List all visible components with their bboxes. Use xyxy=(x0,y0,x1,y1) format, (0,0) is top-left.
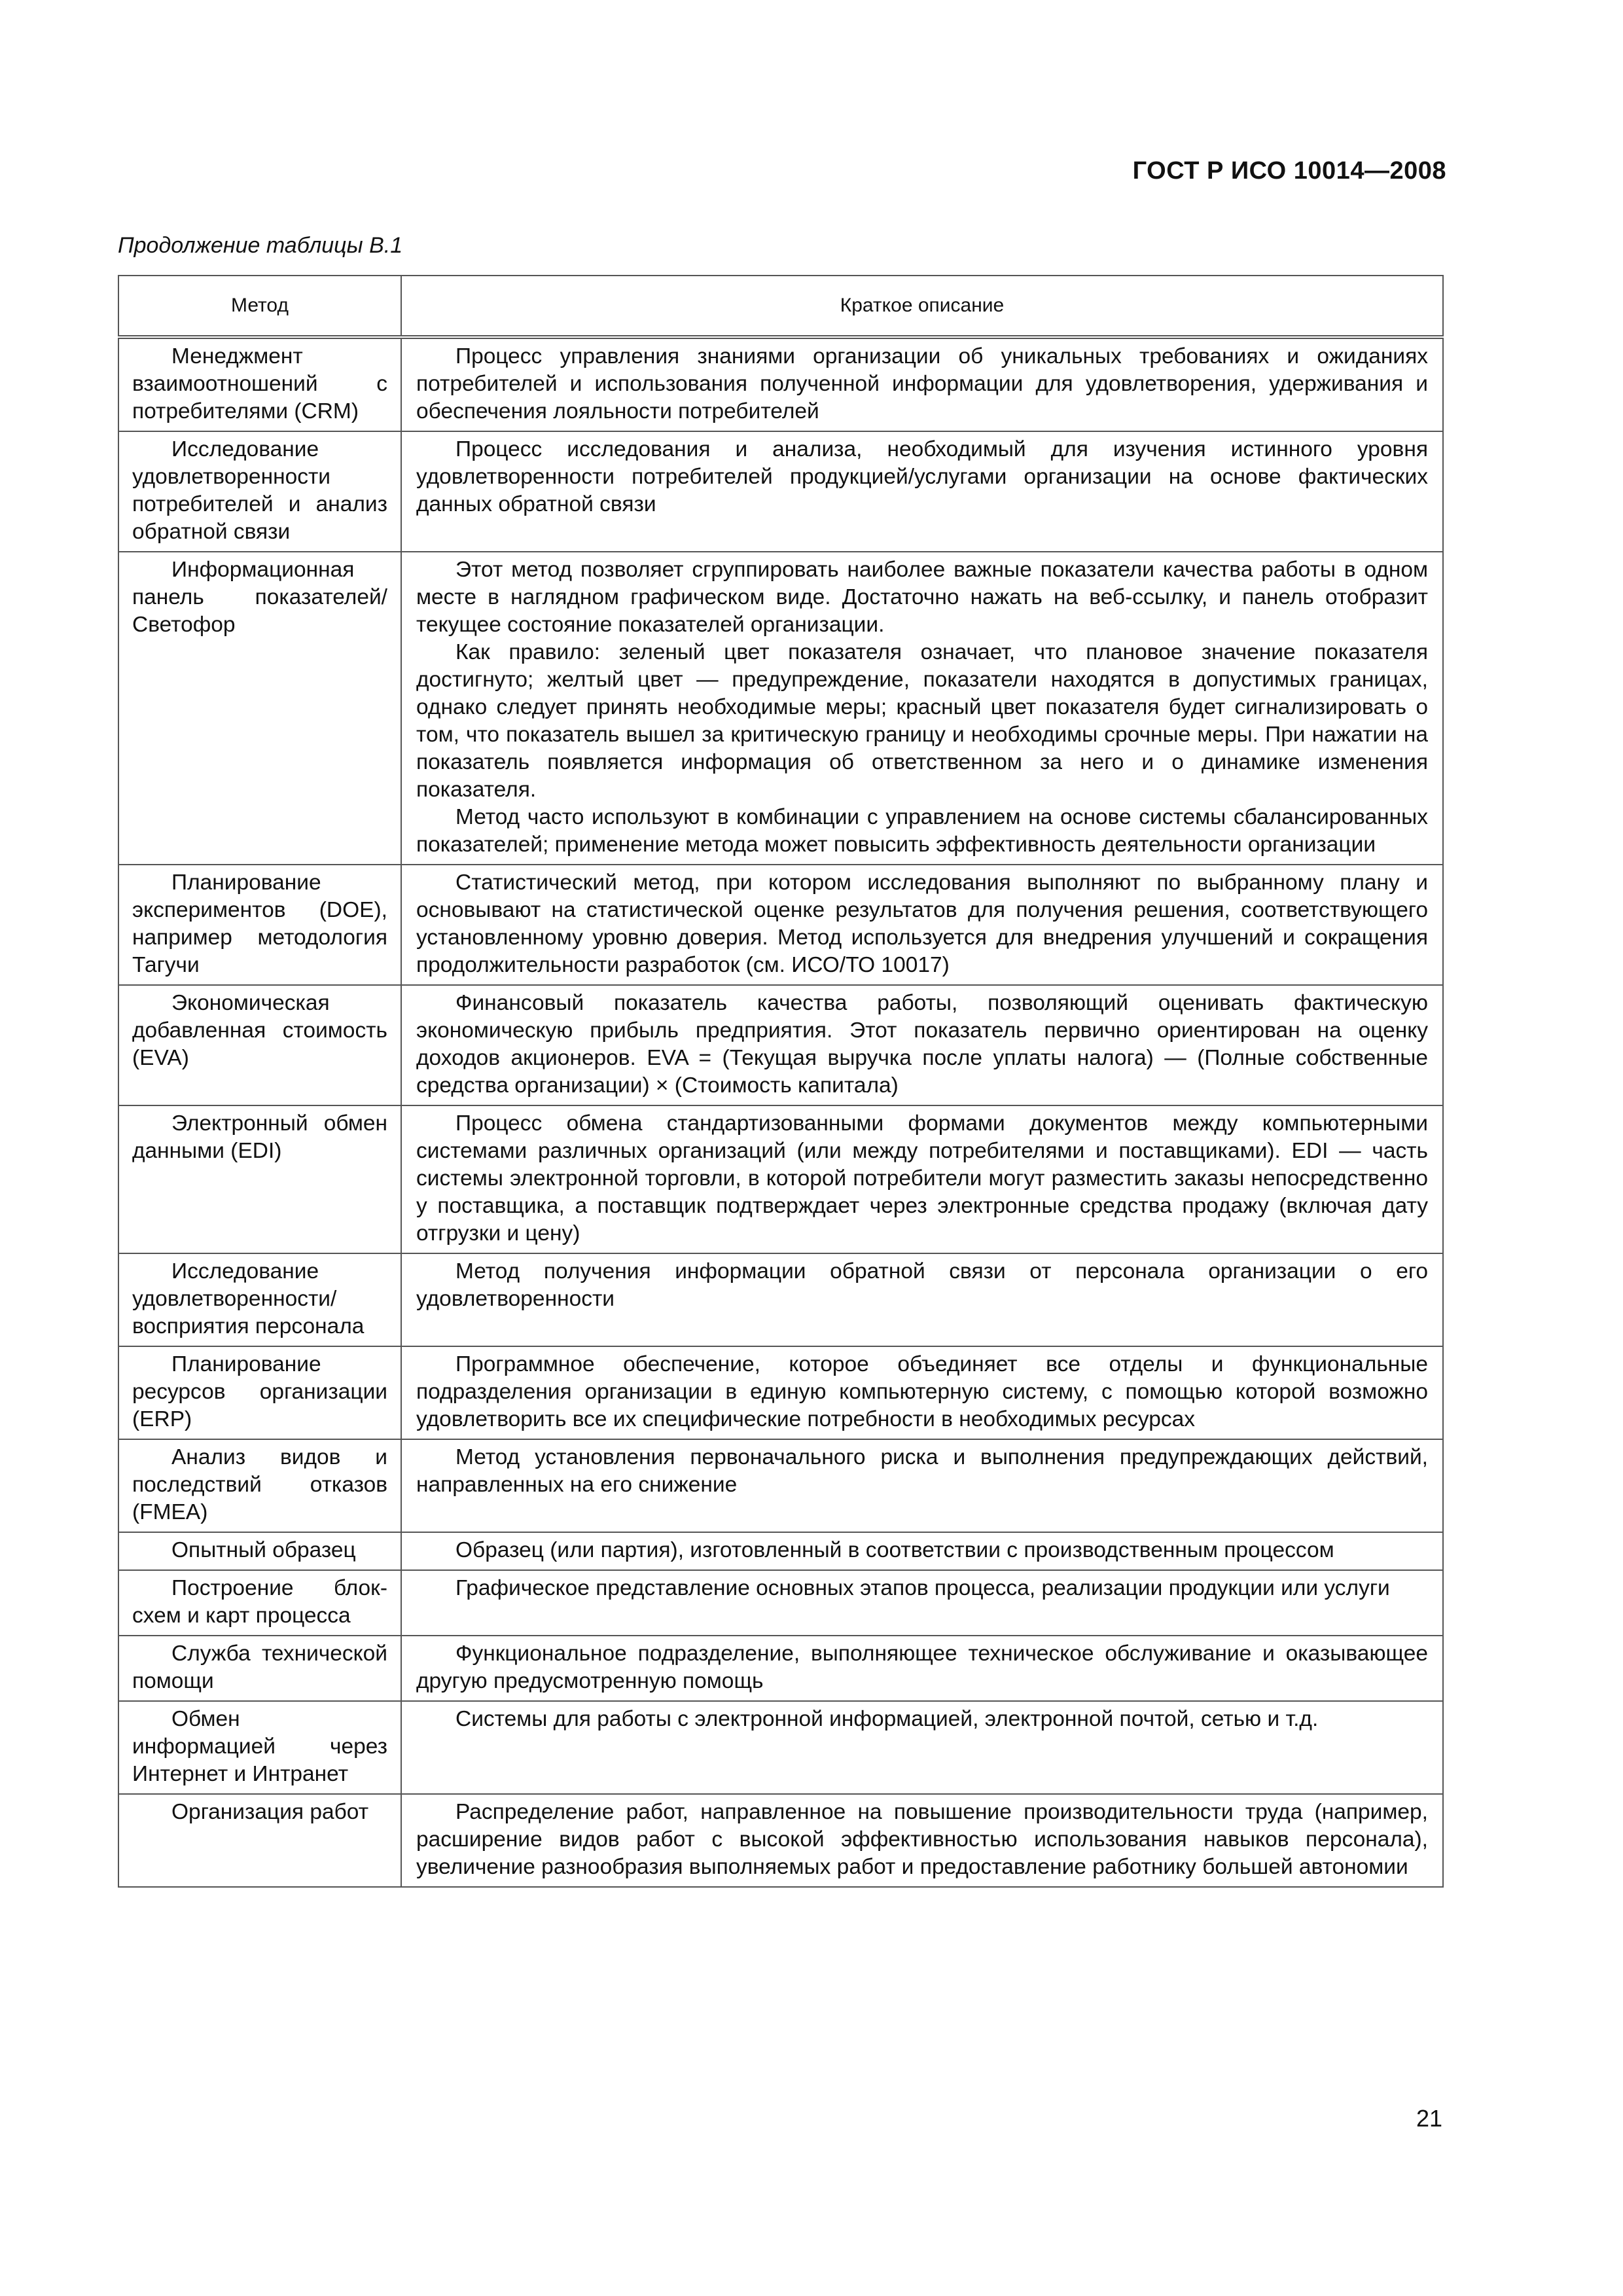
description-cell xyxy=(401,1636,1443,1701)
description-cell xyxy=(401,985,1443,1105)
method-name: Менеджмент взаимоотношений с потребителями (CRM) xyxy=(132,344,387,423)
method-cell xyxy=(118,985,401,1105)
description-paragraph: Распределение работ, направленное на повышение производительности труда (например, расширение видов работ с высокой эффективностью использования навыков персонала), увеличение разнообразия выполняемых работ и предоставление работнику большей автономии xyxy=(416,1800,1428,1879)
method-name: Служба технической помощи xyxy=(132,1641,387,1693)
method-name: Анализ видов и последствий отказов (FMEA) xyxy=(132,1445,387,1524)
description-paragraph: Графическое представление основных этапов процесса, реализации продукции или услуги xyxy=(455,1576,1390,1600)
methods-table xyxy=(118,275,1444,1888)
method-cell xyxy=(118,431,401,552)
description-cell xyxy=(401,1253,1443,1346)
description-paragraph: Финансовый показатель качества работы, позволяющий оценивать фактическую экономическую прибыль предприятия. Этот показатель первично ориентирован на оценку доходов акционеров. EVA = (Текущая выручка после уплаты налога) — (Полные собственные средства организации) × (Стоимость капитала) xyxy=(416,991,1428,1098)
description-cell xyxy=(401,865,1443,985)
description-paragraph: Как правило: зеленый цвет показателя означает, что плановое значение показателя достигнуто; желтый цвет — предупреждение, показатели находятся в допустимых границах, однако следует принять необходимые меры; красный цвет показателя будет сигнализировать о том, что показатель вышел за критическую границу и необходимы срочные меры. При нажатии на показатель появляется информация об ответственном за него и о динамике изменения показателя. xyxy=(416,640,1428,802)
method-cell xyxy=(118,337,401,431)
description-paragraph: Программное обеспечение, которое объединяет все отделы и функциональные подразделения организации в единую компьютерную систему, с помощью которой возможно удовлетворить все их специфические потребности в необходимых ресурсах xyxy=(416,1352,1428,1431)
method-cell xyxy=(118,1532,401,1570)
table-row xyxy=(118,337,1443,431)
method-cell xyxy=(118,1439,401,1532)
description-paragraph: Метод часто используют в комбинации с управлением на основе системы сбалансированных показателей; применение метода может повысить эффективность деятельности организации xyxy=(416,805,1428,857)
method-cell xyxy=(118,1105,401,1253)
method-name: Опытный образец xyxy=(171,1538,356,1562)
method-cell xyxy=(118,865,401,985)
description-cell xyxy=(401,552,1443,865)
table-row xyxy=(118,1532,1443,1570)
table-row xyxy=(118,1439,1443,1532)
table-header-row xyxy=(118,276,1443,337)
method-cell xyxy=(118,1794,401,1887)
description-paragraph: Процесс управления знаниями организации об уникальных требованиях и ожиданиях потребителей и использования полученной информации для удовлетворения, удерживания и обеспечения лояльности потребителей xyxy=(416,344,1428,423)
table-row xyxy=(118,1794,1443,1887)
method-name: Планирование экспериментов (DOE), например методология Тагучи xyxy=(132,870,387,977)
description-cell xyxy=(401,1105,1443,1253)
description-cell xyxy=(401,431,1443,552)
description-cell xyxy=(401,1794,1443,1887)
table-row xyxy=(118,552,1443,865)
description-paragraph: Этот метод позволяет сгруппировать наиболее важные показатели качества работы в одном месте в наглядном графическом виде. Достаточно нажать на веб-ссылку, и панель отобразит текущее состояние показателей организации. xyxy=(416,558,1428,637)
description-cell xyxy=(401,1570,1443,1636)
method-cell xyxy=(118,1636,401,1701)
description-cell xyxy=(401,1346,1443,1439)
method-cell xyxy=(118,1253,401,1346)
description-paragraph: Метод получения информации обратной связи от персонала организации о его удовлетворенности xyxy=(416,1259,1428,1311)
method-cell xyxy=(118,552,401,865)
description-paragraph: Процесс обмена стандартизованными формами документов между компьютерными системами различных организаций (или между потребителями и поставщиками). EDI — часть системы электронной торговли, в которой потребители могут разместить заказы непосредственно у поставщика, а поставщик подтверждает через электронные средства продажу (включая дату отгрузки и цену) xyxy=(416,1111,1428,1246)
method-name: Построение блок-схем и карт процесса xyxy=(132,1576,387,1628)
method-name: Исследование удовлетворенности/ восприятия персонала xyxy=(132,1259,365,1338)
method-cell xyxy=(118,1701,401,1794)
column-header-method: Метод xyxy=(118,276,401,337)
table-continuation-caption: Продолжение таблицы В.1 xyxy=(118,233,403,258)
method-name: Обмен информацией через Интернет и Интранет xyxy=(132,1707,387,1786)
table-row xyxy=(118,1636,1443,1701)
table-row xyxy=(118,1346,1443,1439)
table-row xyxy=(118,1253,1443,1346)
description-paragraph: Системы для работы с электронной информацией, электронной почтой, сетью и т.д. xyxy=(455,1707,1319,1731)
table-row xyxy=(118,1570,1443,1636)
table-row xyxy=(118,985,1443,1105)
page-number: 21 xyxy=(1416,2105,1442,2132)
description-paragraph: Образец (или партия), изготовленный в соответствии с производственным процессом xyxy=(455,1538,1334,1562)
description-cell xyxy=(401,337,1443,431)
description-paragraph: Функциональное подразделение, выполняющее техническое обслуживание и оказывающее другую предусмотренную помощь xyxy=(416,1641,1428,1693)
description-paragraph: Процесс исследования и анализа, необходимый для изучения истинного уровня удовлетворенности потребителей продукцией/услугами организации на основе фактических данных обратной связи xyxy=(416,437,1428,516)
description-cell xyxy=(401,1439,1443,1532)
description-paragraph: Статистический метод, при котором исследования выполняют по выбранному плану и основывают на статистической оценке результатов для получения решения, соответствующего установленному уровню доверия. Метод используется для внедрения улучшений и сокращения продолжительности разработок (см. ИСО/ТО 10017) xyxy=(416,870,1428,977)
description-cell xyxy=(401,1701,1443,1794)
method-name: Экономическая добавленная стоимость (EVA) xyxy=(132,991,387,1070)
table-row xyxy=(118,431,1443,552)
method-name: Электронный обмен данными (EDI) xyxy=(132,1111,387,1163)
method-name: Планирование ресурсов организации (ERP) xyxy=(132,1352,387,1431)
method-name: Исследование удовлетворенности потребителей и анализ обратной связи xyxy=(132,437,387,544)
column-header-description: Краткое описание xyxy=(401,276,1443,337)
method-cell xyxy=(118,1346,401,1439)
method-cell xyxy=(118,1570,401,1636)
table-row xyxy=(118,1105,1443,1253)
method-name: Организация работ xyxy=(171,1800,369,1824)
table-row xyxy=(118,865,1443,985)
table-row xyxy=(118,1701,1443,1794)
description-paragraph: Метод установления первоначального риска и выполнения предупреждающих действий, направленных на его снижение xyxy=(416,1445,1428,1497)
standard-designation: ГОСТ Р ИСО 10014—2008 xyxy=(1132,157,1446,185)
description-cell xyxy=(401,1532,1443,1570)
method-name: Информационная панель показателей/ Светофор xyxy=(132,558,387,637)
